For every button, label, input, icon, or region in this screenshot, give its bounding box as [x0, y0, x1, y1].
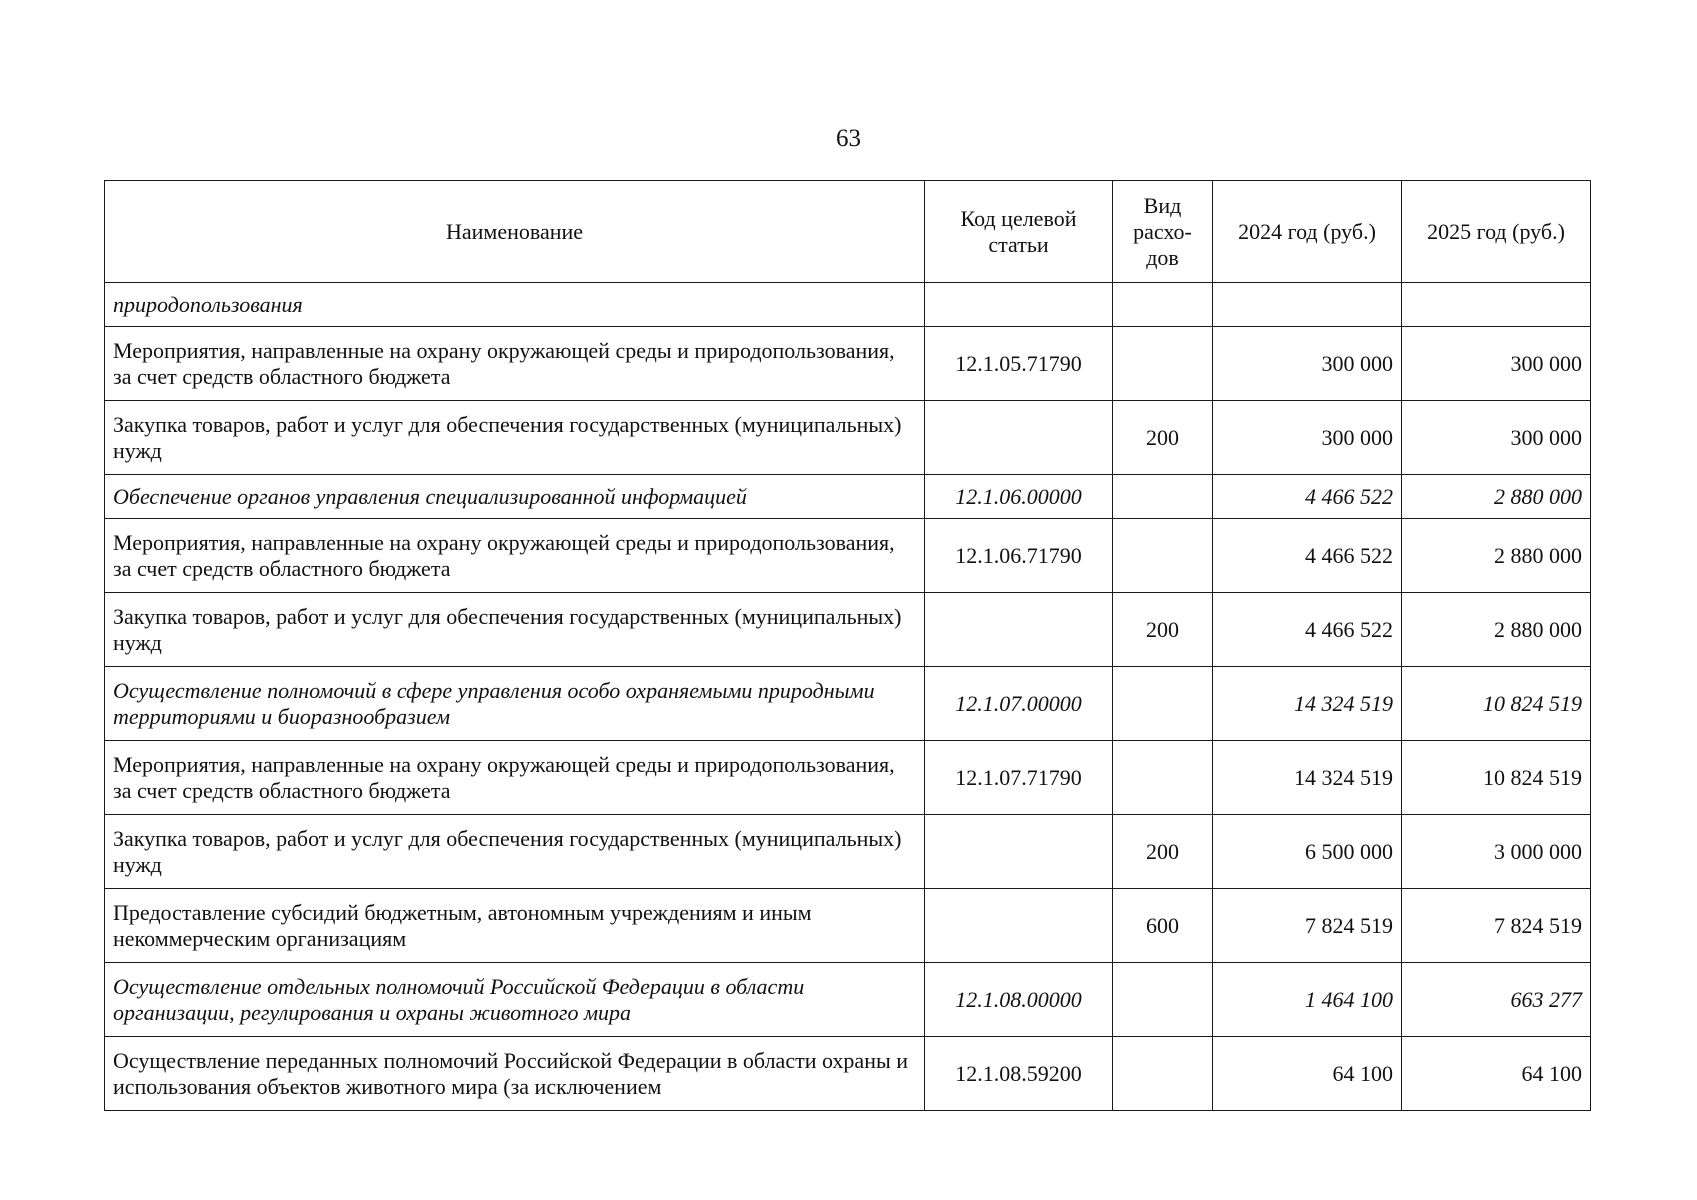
- table-header-row: [105, 181, 1591, 283]
- row-name: Мероприятия, направленные на охрану окружающей среды и природопользования, за счет средств областного бюджета: [105, 519, 925, 593]
- header-type: Вид расхо-дов: [1113, 181, 1213, 283]
- row-2025: 2 880 000: [1402, 593, 1591, 667]
- row-2024: 6 500 000: [1213, 815, 1402, 889]
- row-2024: 1 464 100: [1213, 963, 1402, 1037]
- row-code: [925, 889, 1113, 963]
- row-code: 12.1.07.71790: [925, 741, 1113, 815]
- row-2024: 300 000: [1213, 401, 1402, 475]
- row-name: природопользования: [105, 283, 925, 327]
- row-2024: 4 466 522: [1213, 475, 1402, 519]
- header-2025: 2025 год (руб.): [1402, 181, 1591, 283]
- row-name: Осуществление переданных полномочий Российской Федерации в области охраны и использования объектов животного мира (за исключением: [105, 1037, 925, 1111]
- row-name: Предоставление субсидий бюджетным, автономным учреждениям и иным некоммерческим организациям: [105, 889, 925, 963]
- row-2025: 10 824 519: [1402, 667, 1591, 741]
- row-type: 200: [1113, 815, 1213, 889]
- table-row: [105, 593, 1591, 667]
- row-name: Обеспечение органов управления специализированной информацией: [105, 475, 925, 519]
- row-type: [1113, 667, 1213, 741]
- table-row: [105, 741, 1591, 815]
- row-type: 200: [1113, 593, 1213, 667]
- budget-table: [104, 180, 1591, 1111]
- row-2024: 4 466 522: [1213, 519, 1402, 593]
- row-code: [925, 283, 1113, 327]
- row-type: 600: [1113, 889, 1213, 963]
- row-2025: 663 277: [1402, 963, 1591, 1037]
- row-type: [1113, 327, 1213, 401]
- row-code: 12.1.08.59200: [925, 1037, 1113, 1111]
- row-2024: 4 466 522: [1213, 593, 1402, 667]
- header-2024: 2024 год (руб.): [1213, 181, 1402, 283]
- header-code: Код целевой статьи: [925, 181, 1113, 283]
- row-code: 12.1.08.00000: [925, 963, 1113, 1037]
- table-row: [105, 283, 1591, 327]
- table-row: [105, 519, 1591, 593]
- row-type: [1113, 519, 1213, 593]
- row-code: [925, 593, 1113, 667]
- row-2024: 64 100: [1213, 1037, 1402, 1111]
- row-type: [1113, 1037, 1213, 1111]
- table-row: [105, 327, 1591, 401]
- row-2025: [1402, 283, 1591, 327]
- row-type: 200: [1113, 401, 1213, 475]
- row-2025: 64 100: [1402, 1037, 1591, 1111]
- row-2025: 10 824 519: [1402, 741, 1591, 815]
- row-2024: [1213, 283, 1402, 327]
- table-row: [105, 1037, 1591, 1111]
- row-name: Мероприятия, направленные на охрану окружающей среды и природопользования, за счет средств областного бюджета: [105, 741, 925, 815]
- row-name: Мероприятия, направленные на охрану окружающей среды и природопользования, за счет средств областного бюджета: [105, 327, 925, 401]
- row-name: Закупка товаров, работ и услуг для обеспечения государственных (муниципальных) нужд: [105, 815, 925, 889]
- table-row: [105, 667, 1591, 741]
- row-2024: 7 824 519: [1213, 889, 1402, 963]
- row-2025: 300 000: [1402, 401, 1591, 475]
- table-row: [105, 475, 1591, 519]
- row-2025: 3 000 000: [1402, 815, 1591, 889]
- row-code: 12.1.05.71790: [925, 327, 1113, 401]
- row-2024: 300 000: [1213, 327, 1402, 401]
- header-name: Наименование: [105, 181, 925, 283]
- table-row: [105, 401, 1591, 475]
- row-code: [925, 815, 1113, 889]
- row-code: 12.1.06.71790: [925, 519, 1113, 593]
- row-2025: 300 000: [1402, 327, 1591, 401]
- row-type: [1113, 475, 1213, 519]
- row-2025: 2 880 000: [1402, 475, 1591, 519]
- row-2025: 2 880 000: [1402, 519, 1591, 593]
- row-name: Закупка товаров, работ и услуг для обеспечения государственных (муниципальных) нужд: [105, 593, 925, 667]
- row-code: [925, 401, 1113, 475]
- row-code: 12.1.06.00000: [925, 475, 1113, 519]
- row-code: 12.1.07.00000: [925, 667, 1113, 741]
- row-2025: 7 824 519: [1402, 889, 1591, 963]
- page-number: 63: [836, 125, 861, 152]
- row-name: Осуществление отдельных полномочий Российской Федерации в области организации, регулирования и охраны животного мира: [105, 963, 925, 1037]
- row-type: [1113, 741, 1213, 815]
- table-row: [105, 889, 1591, 963]
- row-2024: 14 324 519: [1213, 741, 1402, 815]
- table-row: [105, 815, 1591, 889]
- row-2024: 14 324 519: [1213, 667, 1402, 741]
- table-row: [105, 963, 1591, 1037]
- row-name: Закупка товаров, работ и услуг для обеспечения государственных (муниципальных) нужд: [105, 401, 925, 475]
- row-type: [1113, 283, 1213, 327]
- row-type: [1113, 963, 1213, 1037]
- row-name: Осуществление полномочий в сфере управления особо охраняемыми природными территориями и биоразнообразием: [105, 667, 925, 741]
